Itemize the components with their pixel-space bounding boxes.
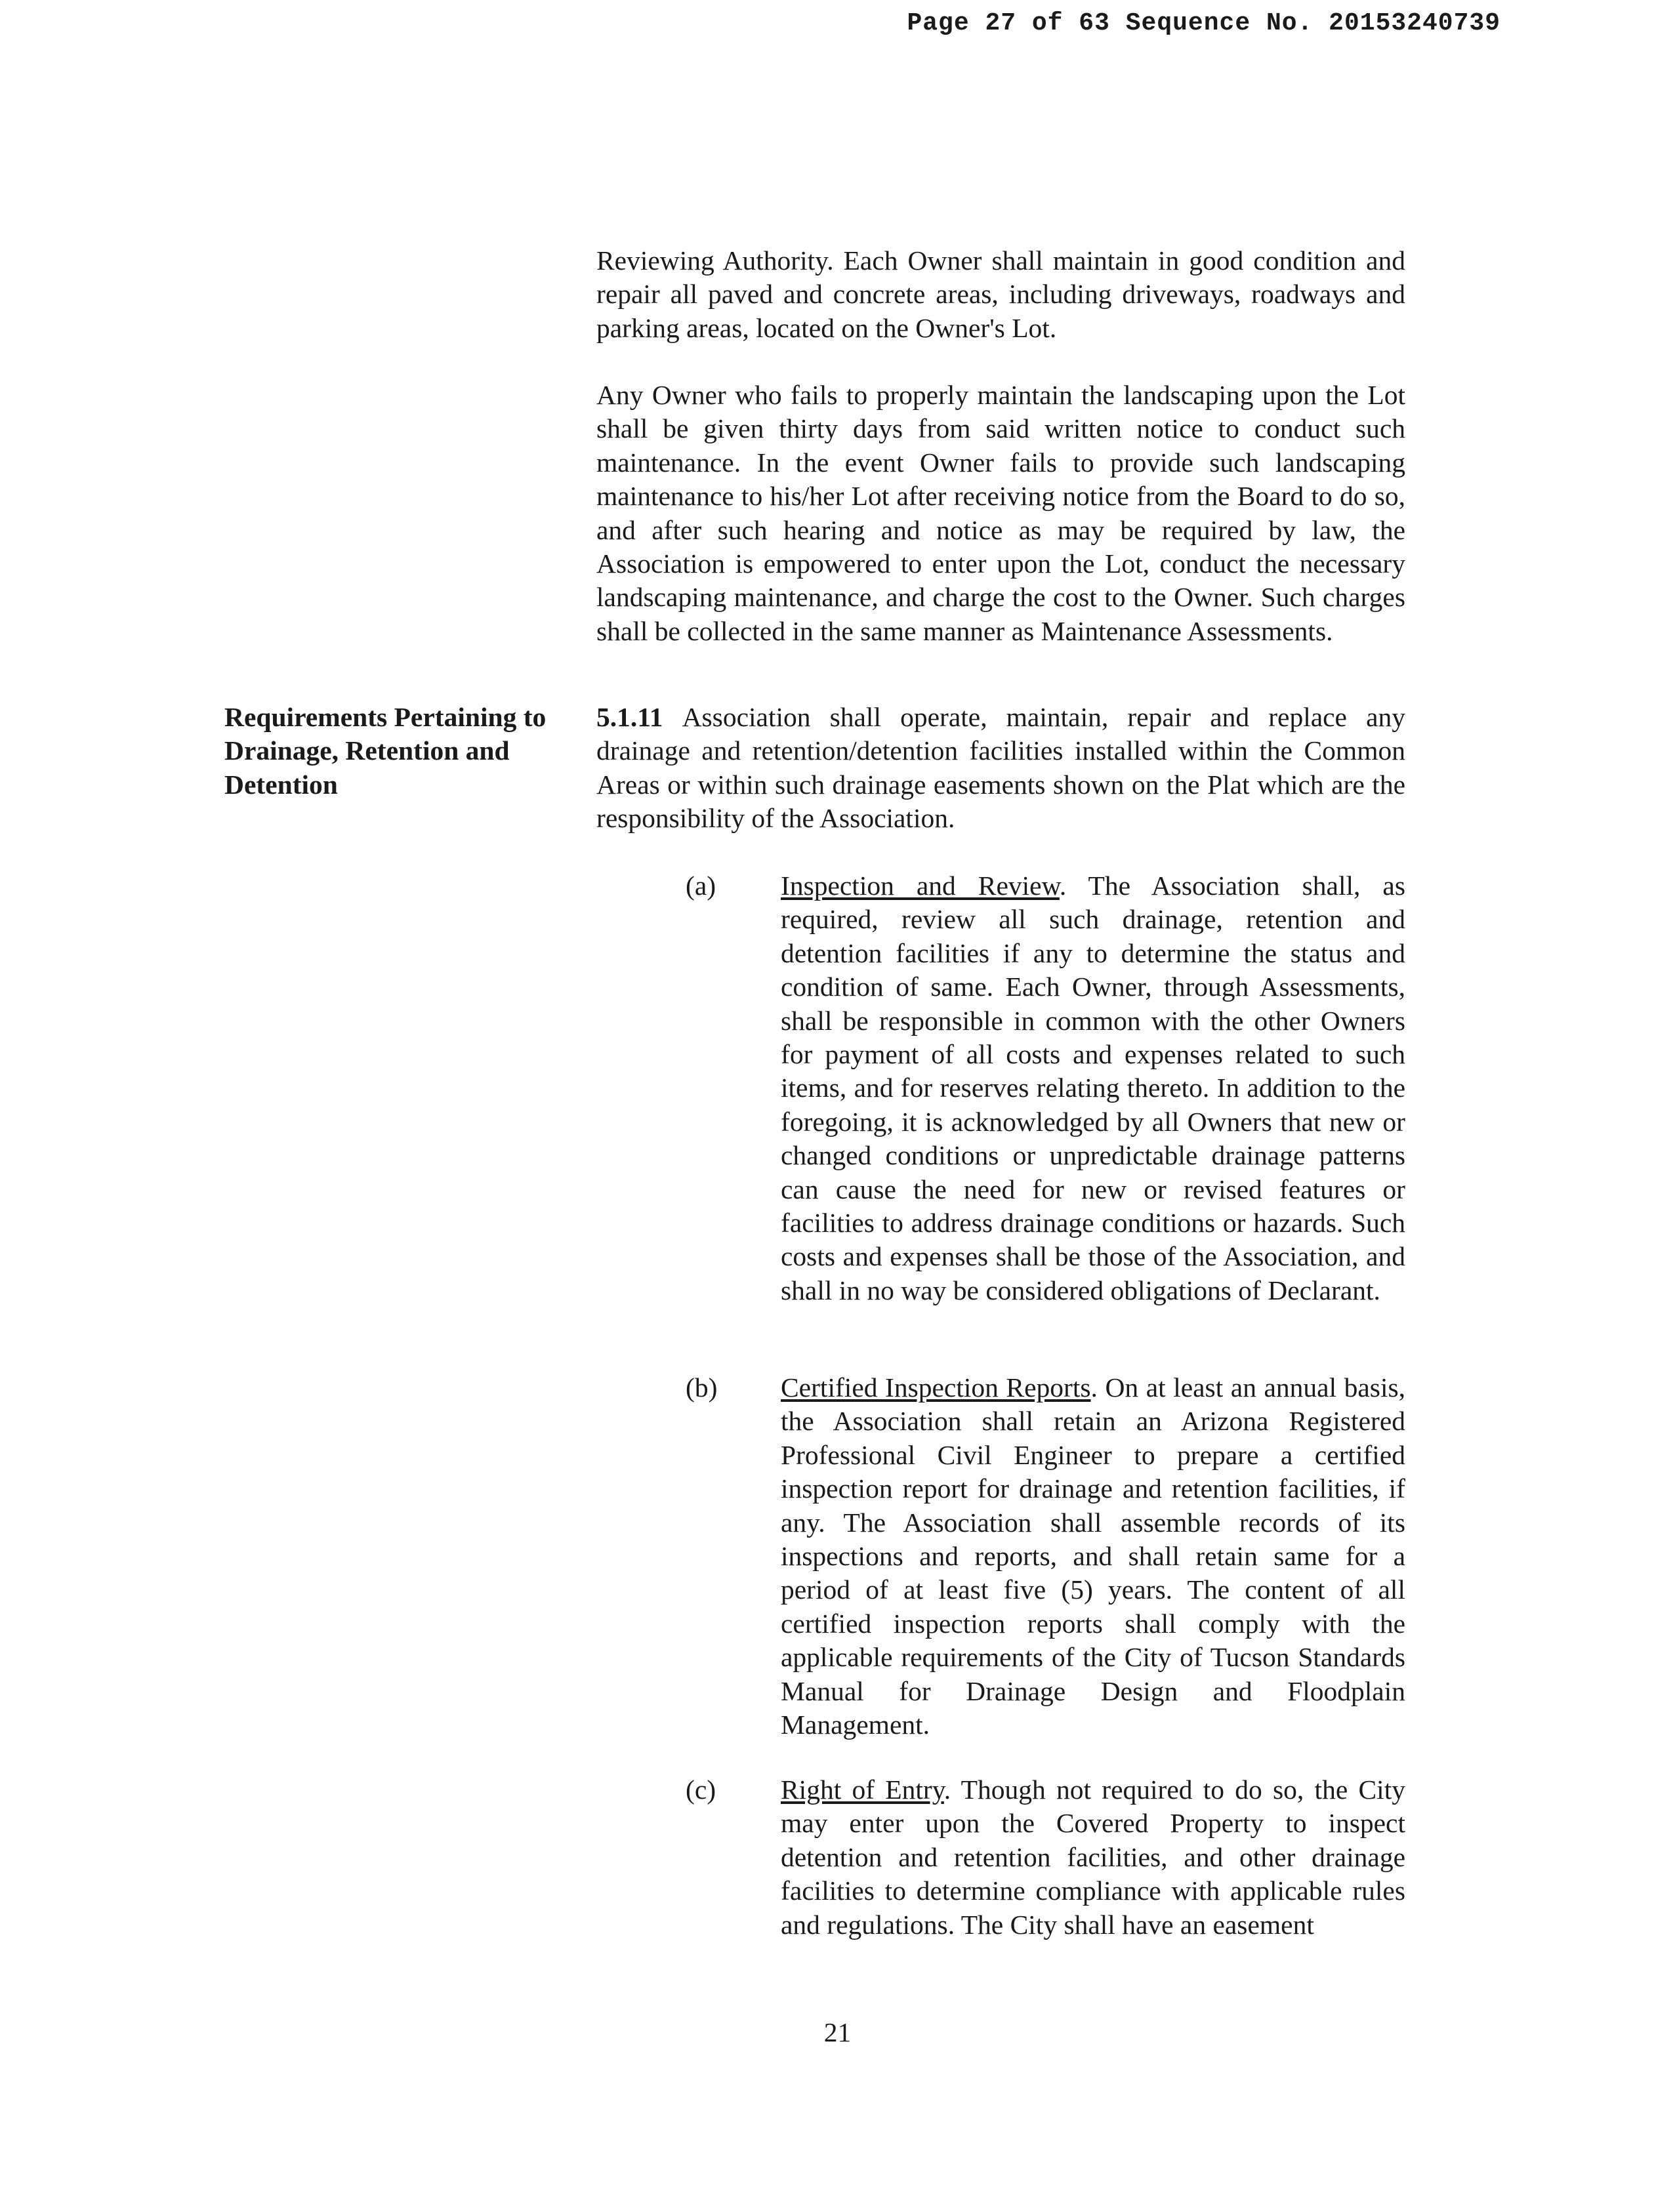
item-a: [781, 869, 1405, 1307]
section-text: Association shall operate, maintain, repair and replace any drainage and retention/detention facilities installed within the Common Areas or within such drainage easements shown on the Plat which are the responsibility of the Association.: [596, 702, 1405, 834]
item-b: [781, 1371, 1405, 1742]
item-text: . On at least an annual basis, the Association shall retain an Arizona Registered Professional Civil Engineer to prepare a certified inspection report for drainage and retention facilities, if any. The Association shall assemble records of its inspections and reports, and shall retain same for a period of at least five (5) years. The content of all certified inspection reports shall comply with the applicable requirements of the City of Tucson Standards Manual for Drainage Design and Floodplain Management.: [781, 1372, 1406, 1740]
item-label-c: (c): [686, 1774, 716, 1805]
item-text: . The Association shall, as required, review all such drainage, retention and detention facilities if any to determine the status and condition of same. Each Owner, through Assessments, shall be responsible in common with the other Owners for payment of all costs and expenses related to such items, and for reserves relating thereto. In addition to the foregoing, it is acknowledged by all Owners that new or changed conditions or unpredictable drainage patterns can cause the need for new or revised features or facilities to address drainage conditions or hazards. Such costs and expenses shall be those of the Association, and shall in no way be considered obligations of Declarant.: [781, 870, 1405, 1305]
item-title: Right of Entry: [781, 1774, 944, 1805]
page-sequence-header: Page 27 of 63 Sequence No. 20153240739: [907, 9, 1500, 37]
item-label-a: (a): [686, 870, 716, 901]
item-label-b: (b): [686, 1372, 718, 1403]
paragraph-landscaping-maintenance: [596, 379, 1405, 648]
section-margin-heading: Requirements Pertaining to Drainage, Retention and Detention: [224, 702, 547, 800]
section-5-1-11: [596, 701, 1405, 836]
paragraph-reviewing-authority: [596, 244, 1405, 345]
paragraph-text: Reviewing Authority. Each Owner shall maintain in good condition and repair all paved and concrete areas, including driveways, roadways and parking areas, located on the Owner's Lot.: [596, 245, 1405, 343]
paragraph-text: Any Owner who fails to properly maintain the landscaping upon the Lot shall be given thirty days from said written notice to conduct such maintenance. In the event Owner fails to provide such landscaping maintenance to his/her Lot after receiving notice from the Board to do so, and after such hearing and notice as may be required by law, the Association is empowered to enter upon the Lot, conduct the necessary landscaping maintenance, and charge the cost to the Owner. Such charges shall be collected in the same manner as Maintenance Assessments.: [596, 380, 1405, 646]
item-title: Inspection and Review: [781, 870, 1060, 901]
item-title: Certified Inspection Reports: [781, 1372, 1091, 1403]
section-number: 5.1.11: [596, 702, 663, 732]
item-c: [781, 1773, 1405, 1942]
item-text: . Though not required to do so, the City may enter upon the Covered Property to inspect detention and retention facilities, and other drainage facilities to determine compliance with applicable rules and regulations. The City shall have an easement: [781, 1774, 1405, 1940]
page-number: 21: [823, 2017, 852, 2047]
